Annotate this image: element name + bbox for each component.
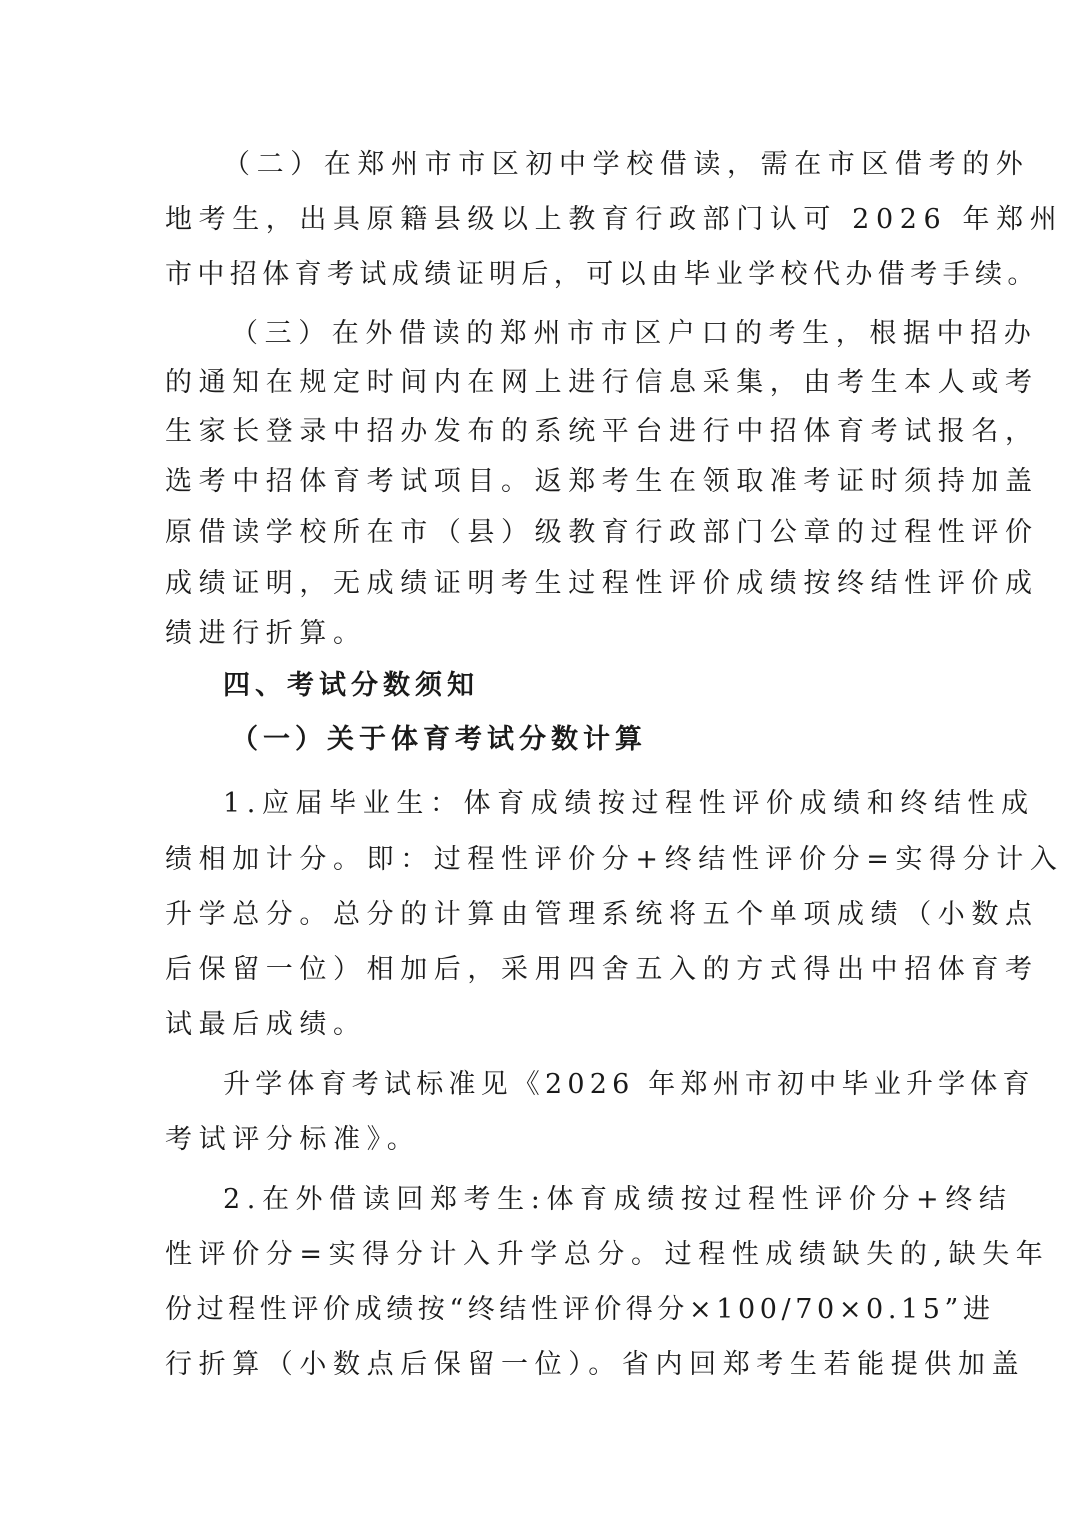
para-3-line-5: 原借读学校所在市（县）级教育行政部门公章的过程性评价 — [165, 517, 1039, 548]
para-3-line-7: 绩进行折算。 — [165, 618, 367, 649]
para-3-line-3: 生家长登录中招办发布的系统平台进行中招体育考试报名， — [165, 416, 1039, 447]
standard-line-1: 升学体育考试标准见《2026 年郑州市初中毕业升学体育 — [223, 1069, 1035, 1100]
standard-line-2: 考试评分标准》。 — [165, 1124, 421, 1155]
item-1-line-2: 绩相加计分。即：过程性评价分+终结性评价分=实得分计入 — [165, 844, 1064, 875]
para-2-line-1: （二）在郑州市市区初中学校借读，需在市区借考的外 — [223, 149, 1030, 180]
item-1-line-1: 1.应届毕业生：体育成绩按过程性评价成绩和终结性成 — [223, 788, 1035, 819]
item-1-line-4: 后保留一位）相加后，采用四舍五入的方式得出中招体育考 — [165, 954, 1039, 985]
para-3-line-1: （三）在外借读的郑州市市区户口的考生，根据中招办 — [231, 318, 1038, 349]
para-2-line-3: 市中招体育考试成绩证明后，可以由毕业学校代办借考手续。 — [165, 259, 1040, 290]
item-2-line-2: 性评价分=实得分计入升学总分。过程性成绩缺失的,缺失年 — [165, 1239, 1050, 1270]
item-2-line-1: 2.在外借读回郑考生:体育成绩按过程性评价分+终结 — [223, 1184, 1013, 1215]
para-3-line-6: 成绩证明，无成绩证明考生过程性评价成绩按终结性评价成 — [165, 568, 1039, 599]
subsection-heading: （一）关于体育考试分数计算 — [231, 724, 647, 755]
document-page — [165, 0, 1064, 1528]
item-2-line-3: 份过程性评价成绩按“终结性评价得分×100/70×0.15”进 — [165, 1294, 995, 1325]
para-2-line-2: 地考生，出具原籍县级以上教育行政部门认可 2026 年郑州 — [165, 204, 1064, 235]
para-3-line-4: 选考中招体育考试项目。返郑考生在领取准考证时须持加盖 — [165, 466, 1039, 497]
item-1-line-5: 试最后成绩。 — [165, 1009, 367, 1040]
item-2-line-4: 行折算（小数点后保留一位）。省内回郑考生若能提供加盖 — [165, 1349, 1026, 1380]
item-1-line-3: 升学总分。总分的计算由管理系统将五个单项成绩（小数点 — [165, 899, 1039, 930]
para-3-line-2: 的通知在规定时间内在网上进行信息采集，由考生本人或考 — [165, 367, 1039, 398]
section-heading: 四、考试分数须知 — [223, 670, 479, 701]
